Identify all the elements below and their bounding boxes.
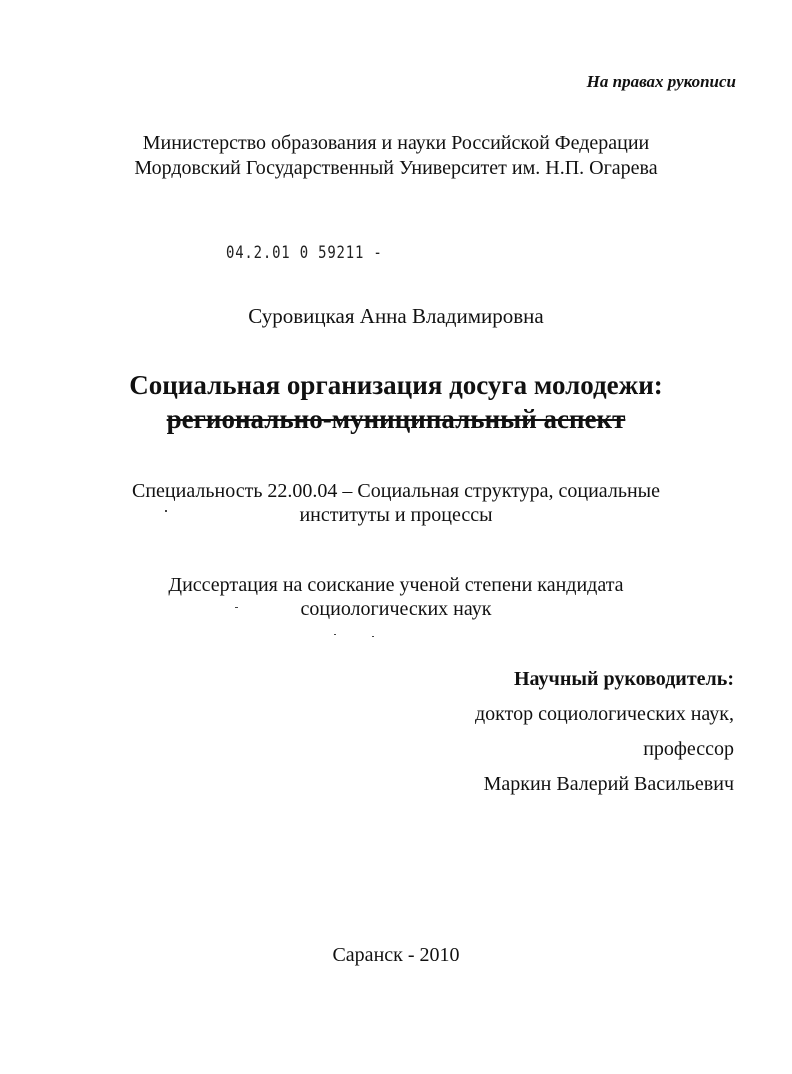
dissertation-line2: социологических наук (300, 598, 492, 620)
city-year: Саранск - 2010 (332, 944, 460, 966)
specialty-line2: институты и процессы (299, 504, 493, 526)
specialty-line1: Специальность 22.00.04 – Социальная структура, социальные (132, 480, 660, 502)
manuscript-note: На правах рукописи (586, 72, 736, 91)
supervisor-degree: доктор социологических наук, (474, 703, 734, 725)
scan-speck (165, 510, 167, 512)
scan-speck (235, 607, 238, 608)
ministry-line: Министерство образования и науки Российской Федерации (142, 132, 650, 154)
supervisor-title: профессор (643, 738, 734, 760)
university-line: Мордовский Государственный Университет им. Н.П. Огарева (134, 157, 658, 179)
scan-speck (334, 634, 336, 635)
supervisor-name: Маркин Валерий Васильевич (483, 773, 734, 795)
author-name: Суровицкая Анна Владимировна (248, 304, 544, 328)
stamp-number: 04.2.01 0 59211 - (226, 243, 383, 263)
dissertation-title: Социальная организация досуга молодежи: (129, 370, 663, 400)
dissertation-line1: Диссертация на соискание ученой степени кандидата (168, 574, 624, 596)
supervisor-label: Научный руководитель: (514, 668, 734, 690)
scan-speck (372, 636, 374, 637)
dissertation-subtitle-struck: регионально-муниципальный аспект (166, 404, 626, 434)
